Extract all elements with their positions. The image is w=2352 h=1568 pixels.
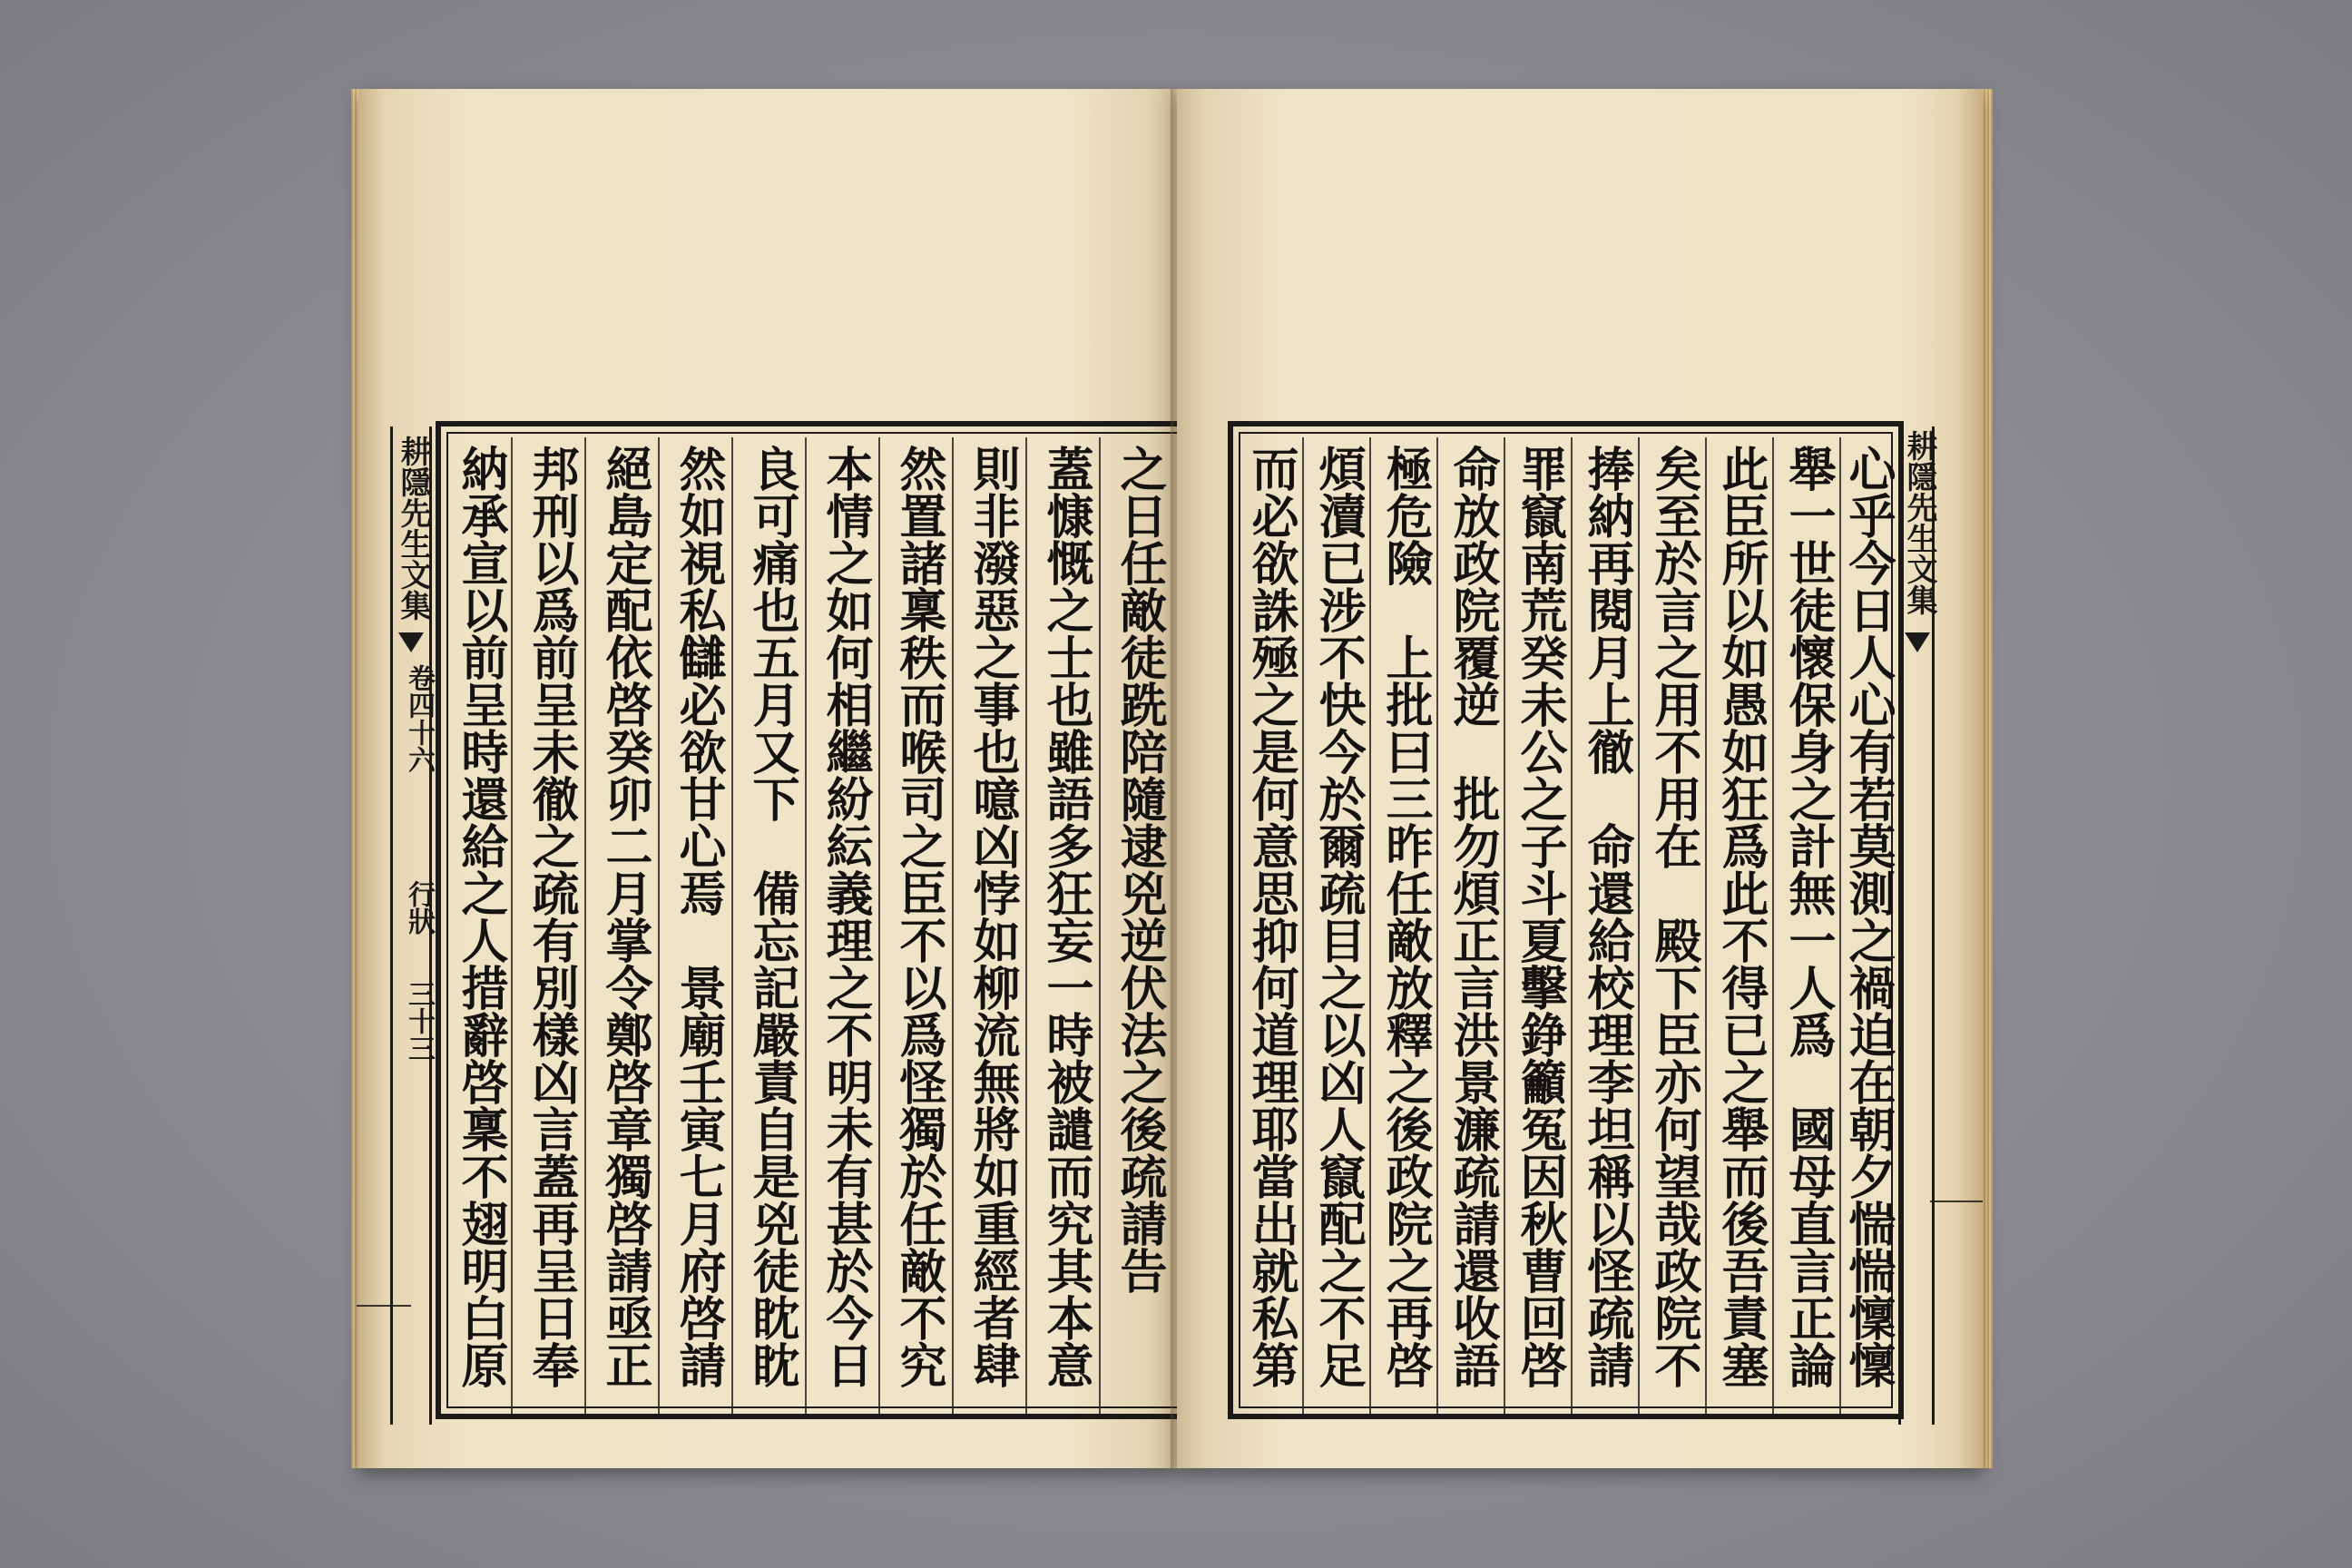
column-rule — [1638, 437, 1640, 1414]
text-column-9: 邦刑以爲前呈未徹之疏有別樣凶言蓋再呈日奉 — [524, 445, 579, 1388]
column-rule — [1705, 437, 1707, 1414]
column-rule — [1099, 437, 1101, 1414]
column-rule — [1302, 437, 1304, 1414]
text-column-9: 煩瀆已涉不快今於爾疏目之以凶人竄配之不足 — [1310, 445, 1366, 1388]
section-label: 行狀 — [403, 880, 435, 935]
text-column-6: 罪竄南荒癸未公之子斗夏擊錚籲冤因秋曹回啓 — [1512, 445, 1567, 1388]
text-column-2: 蓋慷慨之士也雖語多狂妄一時被譴而究其本意 — [1038, 445, 1093, 1388]
column-rule — [1025, 437, 1027, 1414]
text-column-4: 然置諸稟秩而喉司之臣不以爲怪獨於任敵不究 — [891, 445, 946, 1388]
fish-tail-icon — [397, 631, 426, 654]
cover-line — [1930, 1200, 1983, 1202]
column-rule — [1369, 437, 1371, 1414]
column-rule — [1436, 437, 1438, 1414]
volume-label: 卷四十六 — [403, 664, 435, 773]
column-rule — [1504, 437, 1505, 1414]
text-column-8: 絕島定配依啓癸卯二月掌令鄭啓章獨啓請亟正 — [597, 445, 652, 1388]
text-column-8: 極危險 上批曰三昨任敵放釋之後政院之再啓 — [1377, 445, 1433, 1388]
left-text-frame — [395, 421, 1200, 1419]
text-column-2: 舉一世徒懷保身之計無一人爲 國母直言正論 — [1780, 445, 1836, 1388]
right-page — [1177, 89, 1983, 1468]
text-column-3: 則非潑惡之事也噫凶悖如柳流無將如重經者肆 — [965, 445, 1020, 1388]
column-rule — [731, 437, 733, 1414]
left-page — [358, 89, 1177, 1468]
text-column-5: 本情之如何相繼紛紜義理之不明未有甚於今日 — [818, 445, 873, 1388]
text-column-5: 捧納再閱月上徹 命還給校理李坦稱以怪疏請 — [1579, 445, 1634, 1388]
text-column-3: 此臣所以如愚如狂爲此不得已之舉而後吾責塞 — [1713, 445, 1769, 1388]
book-title: 耕隱先生文集 — [1901, 430, 1937, 615]
column-rule — [658, 437, 660, 1414]
text-column-7: 然如視私讎必欲甘心焉 景廟壬寅七月府啓請 — [671, 445, 726, 1388]
text-column-10: 而必欲誅殛之是何意思抑何道理耶當出就私第 — [1243, 445, 1298, 1388]
right-center-column — [1898, 426, 1935, 1425]
column-rule — [805, 437, 807, 1414]
right-text-frame — [1228, 421, 1937, 1419]
text-column-7: 命放政院覆逆 批勿煩正言洪景濂疏請還收語 — [1445, 445, 1500, 1388]
text-column-1: 之日任敵徒跣陪隨逮兇逆伏法之後疏請告 — [1112, 445, 1167, 1294]
book-title: 耕隱先生文集 — [395, 436, 431, 621]
column-rule — [584, 437, 586, 1414]
open-book — [358, 80, 1983, 1482]
fish-tail-icon — [1903, 631, 1932, 654]
text-column-4: 矣至於言之用不用在 殿下臣亦何望哉政院不 — [1646, 445, 1701, 1388]
left-center-column — [390, 426, 435, 1425]
column-rule — [1772, 437, 1774, 1414]
column-rule — [952, 437, 954, 1414]
page-number: 三十三 — [403, 980, 435, 1062]
column-rule — [1571, 437, 1573, 1414]
text-column-10: 納承宣以前呈時還給之人措辭啓稟不翅明白原 — [453, 445, 508, 1388]
text-column-6: 良可痛也五月又下 備忘記嚴責自是兇徒眈眈 — [744, 445, 799, 1388]
column-rule — [878, 437, 880, 1414]
text-column-1: 心乎今日人心有若莫測之禍迫在朝夕惴惴懍懍 — [1840, 445, 1896, 1388]
